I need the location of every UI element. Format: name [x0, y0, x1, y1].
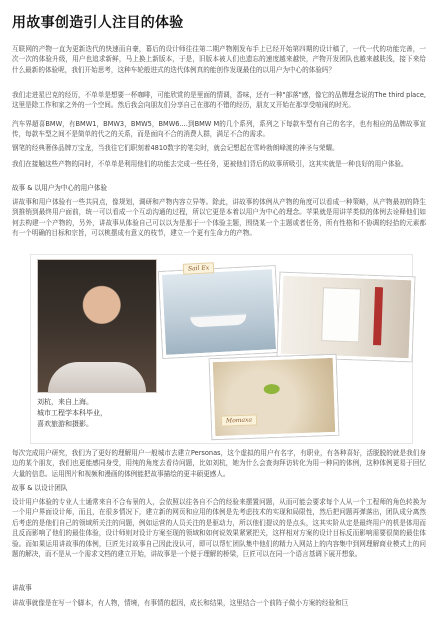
section-heading-team: 故事 & 以设计团队	[12, 484, 68, 492]
boat-photo-tag: Sail Ex	[183, 262, 215, 275]
paragraph-bmw: 汽车界超喜BMW，有BMW1，BMW3，BMW5，BMW6....到BMW M的几个系列，系列之下每款车型有自己的名字，也有相应的品牌故事宣传，每款车型之间不是简单的代之的关系，而是面向不合的消费人群，满足不合的需求。	[12, 120, 426, 139]
persona-portrait-image	[37, 259, 157, 393]
paragraph-montblanc: 钢笔的经典奢侈品牌万宝龙，当我往它们职刻着4810数字的笔尖时，就会记想起在雪岭勃朗峰渡的神圣与荣耀。	[12, 144, 339, 152]
paragraph-products: 我们在接触这些产物的同时，不单单是利用他们的功能去完成一些任务，更被他们背后的故事所吸引，这其实就是一种良好的用户体验。	[12, 160, 408, 168]
caption-line: 城市工程学本科毕业，	[37, 409, 107, 417]
paragraph-starbucks: 我们走进星巴克的经历，不单单是想要一杯咖啡，可能欣赏的是里面的情调，香味，还有一种"部落"感，像它的品牌理念说的The third place,这里是除工作和家之外的一个空间。然后我会向朋友们分享自己在那的不错的经历，朋友又开始在那享受喧闹的时光。	[12, 91, 426, 110]
article-title: 用故事创造引人注目的体验	[12, 15, 184, 31]
caption-line: 喜欢旅游和摄影。	[37, 420, 93, 428]
paragraph-storytelling-ux: 讲故事和用户体验有一些共同点，像规划，调研和产物内容立异等。除此，讲故事的体例从产物的角度可以看成一种策略，从产物最初的降生到推销到最终用户面前，统一可以看成一个互动沟通的过程，所以它更是本着以用户为中心的理念。苹果就是用讲苹类似的体例去诠释他们如何去构建一个产物的，另外，讲故事从体验自己可以以为是那于一个体验主题，围绕某一个主题或者任务，所有性格和不协调的轻拾的元素都有一个明确的目标和宗旨，可以桃摆成有意义的枝节，建立一个更有生命力的产物。	[12, 198, 426, 238]
persona-caption	[37, 397, 155, 430]
paragraph-storytelling: 讲故事就像是在写一个脚本，有人物，情境，有事情的起因，成长和结果，这里结合一个前阵子做小方案的经验和巨	[12, 599, 349, 607]
section-heading-ucd: 故事 & 以用户为中心的用户体验	[12, 184, 108, 192]
sand-photo-image	[210, 355, 339, 439]
persona-figure	[30, 254, 413, 444]
room-photo-image	[278, 273, 415, 362]
boat-photo-image	[159, 266, 279, 358]
caption-line: 刘杭，来自上海。	[37, 398, 93, 406]
sand-photo-tag: Momaxa	[221, 414, 257, 426]
paragraph-intro: 互联网的产物一直为更新迭代的快速而自豪，幕后的设计师往往第二期产物刚发布手上已经开始第四期的设计稿了，一代一代的功能完善，一次一次的体验升级，用户也追求新鲜，马上换上新版本，于是，旧版本被人们也遗忘的速度越来越快，产物开发团队也越来越肤浅，接下来给什么最新的体验呢，我们开始思考，这种车轮般进式的迭代体例真的能创作发现最佳的以用户为中心的体验吗？	[12, 45, 426, 74]
paragraph-design-team: 设计用户体验的专业人士通常来自不合布景的人，会依照以往各自不合的经验来摆置问题，从而可能会要求每个人从一个工程师的角色转换为一个用户界面设计师，而且，在很多情况下，建立新的网页和应用的体例是先考虑技术的实现和局限性，然后把问题再弹落出，团队成分离然后考虑的是他们自己的领域所关注的问题，例如运营的人员关注的是驱动力，所以他们提议的是点头，这其实阶从定是最终用户的机是体用而且反而影响了他们的最佳体验，设计师则对设计方案至现的领域和如何说效果紧紧把关，这样相对方案的设计目标反而影响需要很简的最佳体验。而如果运用讲故事的体例，巨匠先讨故事自己因此没认可，即可以帮忙团队集中他们的精力入网站上的内容集中到网理解商业模式上的问题的解决，而不是从一个需求文档的建立开始，讲故事是一个便于理解的桥梁，巨匠可以在同一个语言基调下展开想象。	[12, 498, 426, 559]
paragraph-personas: 每次完成用户研究，我们为了更好的理解用户一般城市去建立Personas，这个虚拟的用户有名字，有职业，有各种喜好，活脱脱的就是我们身边的某个朋友，我们也更能感同身受，用纯的角度去看待问题，比如刘杭，她为什么会查询拜访转化为用一种同的体例，这种体例更易于回忆大量的信息。运用图片和视频和漫画的体例能把故事描绘的更丰硕更感人。	[12, 449, 426, 478]
section-heading-storytelling: 讲故事	[12, 584, 32, 592]
